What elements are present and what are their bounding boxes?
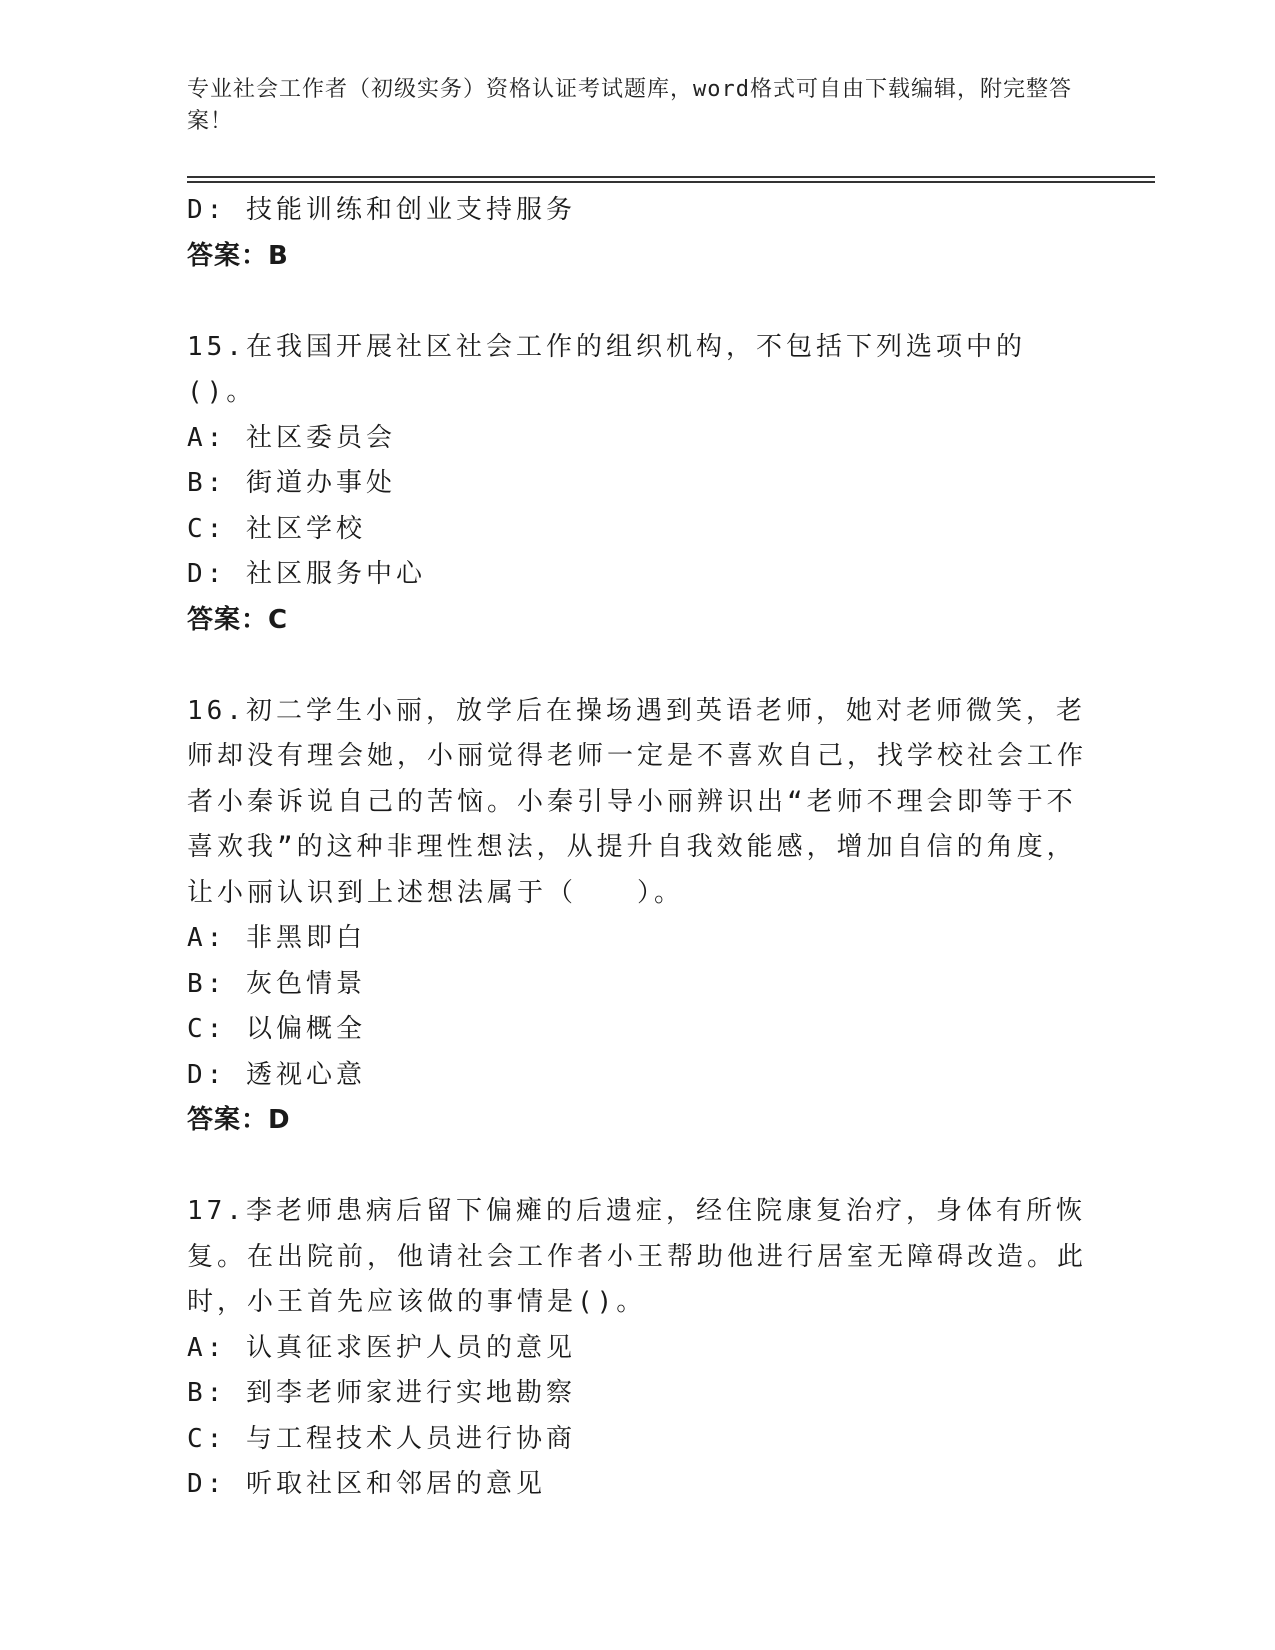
question-15-option-d: D: 社区服务中心 bbox=[187, 559, 426, 589]
question-16-option-a: A: 非黑即白 bbox=[187, 923, 366, 953]
question-16-option-d: D: 透视心意 bbox=[187, 1059, 366, 1090]
question-16-stem: 16.初二学生小丽，放学后在操场遇到英语老师，她对老师微笑，老师却没有理会她，小丽觉得老师一定是不喜欢自己，找学校社会工作者小秦诉说自己的苦恼。小秦引导小丽辨识出“老师不理会即等于不喜欢我”的这种非理性想法，从提升自我效能感，增加自信的角度，让小丽认识到上述想法属于（ ）。 bbox=[187, 695, 1088, 908]
question-17-option-b: B: 到李老师家进行实地勘察 bbox=[187, 1378, 576, 1408]
spacer bbox=[187, 643, 1087, 689]
question-16-option-c: C: 以偏概全 bbox=[187, 1014, 366, 1044]
question-content bbox=[187, 188, 1087, 1508]
prev-answer: 答案：B bbox=[187, 240, 289, 271]
question-15-stem: 15.在我国开展社区社会工作的组织机构，不包括下列选项中的()。 bbox=[187, 331, 1026, 407]
question-17-option-d: D: 听取社区和邻居的意见 bbox=[187, 1469, 546, 1499]
question-15-option-c: C: 社区学校 bbox=[187, 513, 366, 544]
spacer bbox=[187, 1144, 1087, 1190]
question-17-option-a: A: 认真征求医护人员的意见 bbox=[187, 1332, 576, 1363]
question-17-stem: 17.李老师患病后留下偏瘫的后遗症，经住院康复治疗，身体有所恢复。在出院前，他请社会工作者小王帮助他进行居室无障碍改造。此时，小王首先应该做的事情是()。 bbox=[187, 1196, 1088, 1317]
header-divider-bottom bbox=[187, 181, 1155, 183]
header-divider-top bbox=[187, 176, 1155, 178]
question-15-option-b: B: 街道办事处 bbox=[187, 468, 396, 498]
spacer bbox=[187, 279, 1087, 325]
question-15-option-a: A: 社区委员会 bbox=[187, 422, 396, 453]
question-15-answer: 答案：C bbox=[187, 604, 289, 635]
question-17-option-c: C: 与工程技术人员进行协商 bbox=[187, 1423, 576, 1454]
question-16-answer: 答案：D bbox=[187, 1105, 291, 1135]
document-header: 专业社会工作者（初级实务）资格认证考试题库，word格式可自由下载编辑，附完整答案！ bbox=[187, 77, 1072, 134]
question-16-option-b: B: 灰色情景 bbox=[187, 968, 366, 999]
prev-option-d: D: 技能训练和创业支持服务 bbox=[187, 195, 576, 225]
